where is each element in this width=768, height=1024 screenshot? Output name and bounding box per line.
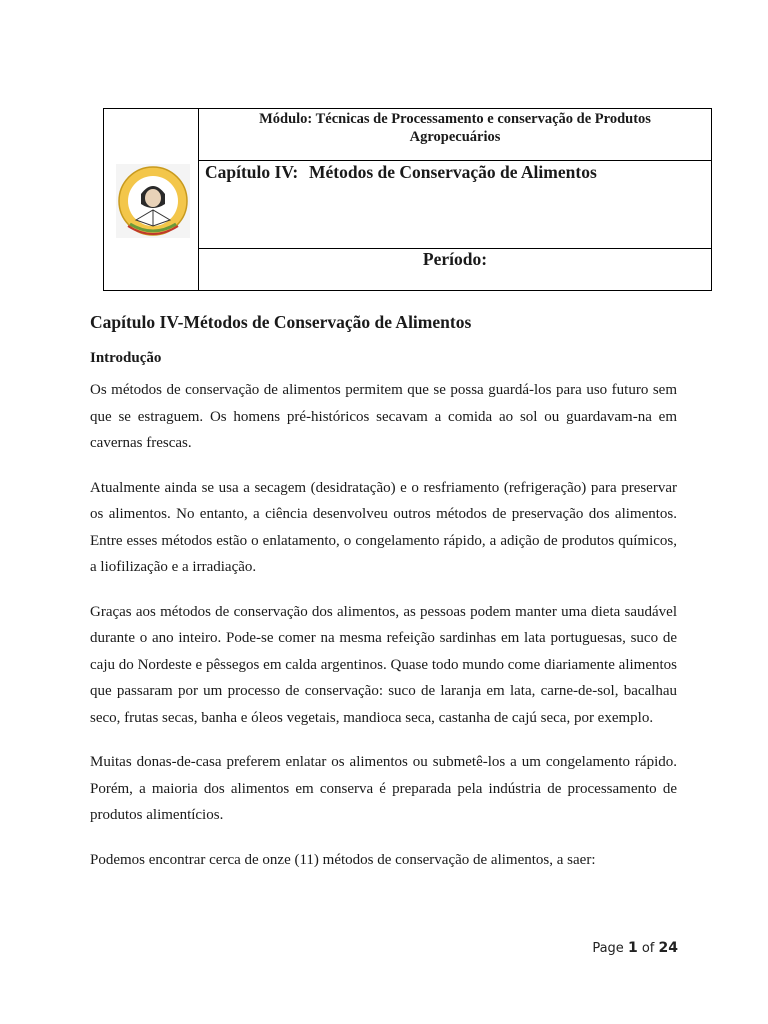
- page-footer: [592, 940, 678, 956]
- section-heading: Capítulo IV-Métodos de Conservação de Alimentos: [90, 312, 472, 332]
- paragraph: Graças aos métodos de conservação dos alimentos, as pessoas podem manter uma dieta saudável durante o ano inteiro. Pode-se comer na mesma refeição sardinhas em lata portuguesas, suco de caju do Nordeste e pêssegos em calda argentinos. Quase todo mundo come diariamente alimentos que passaram por um processo de conservação: suco de laranja em lata, carne-de-sol, bacalhau seco, frutas secas, banha e óleos vegetais, mandioca seca, castanha de cajú seca, por exemplo.: [90, 603, 677, 726]
- logo-cell: [104, 109, 199, 290]
- section-subheading: Introdução: [90, 350, 162, 366]
- module-cell: [199, 109, 711, 161]
- chapter-cell: [199, 161, 711, 249]
- chapter-label: Capítulo IV:: [205, 162, 299, 182]
- paragraph: Os métodos de conservação de alimentos permitem que se possa guardá-los para uso futuro sem que se estraguem. Os homens pré-históricos secavam a comida ao sol ou guardavam-na em cavernas frescas.: [90, 382, 677, 451]
- paragraph: Atualmente ainda se usa a secagem (desidratação) e o resfriamento (refrigeração) para preservar os alimentos. No entanto, a ciência desenvolveu outros métodos de preservação dos alimentos. Entre esses métodos estão o enlatamento, o congelamento rápido, a adição de produtos químicos, a liofilização e a irradiação.: [90, 479, 677, 575]
- document-body: [90, 312, 677, 891]
- paragraph: Muitas donas-de-casa preferem enlatar os alimentos ou submetê-los a um congelamento rápido. Porém, a maioria dos alimentos em conserva é preparada pela indústria de processamento de produtos alimentícios.: [90, 754, 677, 823]
- page-total: 24: [658, 940, 678, 956]
- institute-logo: [116, 164, 190, 238]
- chapter-rule: [305, 160, 711, 161]
- module-title: Módulo: Técnicas de Processamento e conservação de Produtos Agropecuários: [259, 111, 651, 145]
- chapter-title: Métodos de Conservação de Alimentos: [309, 162, 597, 182]
- page-number: 1: [627, 940, 638, 956]
- period-cell: [199, 249, 711, 290]
- of-word: of: [641, 941, 655, 956]
- period-label: Período:: [422, 249, 488, 269]
- paragraph: Podemos encontrar cerca de onze (11) métodos de conservação de alimentos, a saer:: [90, 851, 596, 868]
- header-table: [103, 108, 712, 291]
- page-word: Page: [592, 941, 624, 956]
